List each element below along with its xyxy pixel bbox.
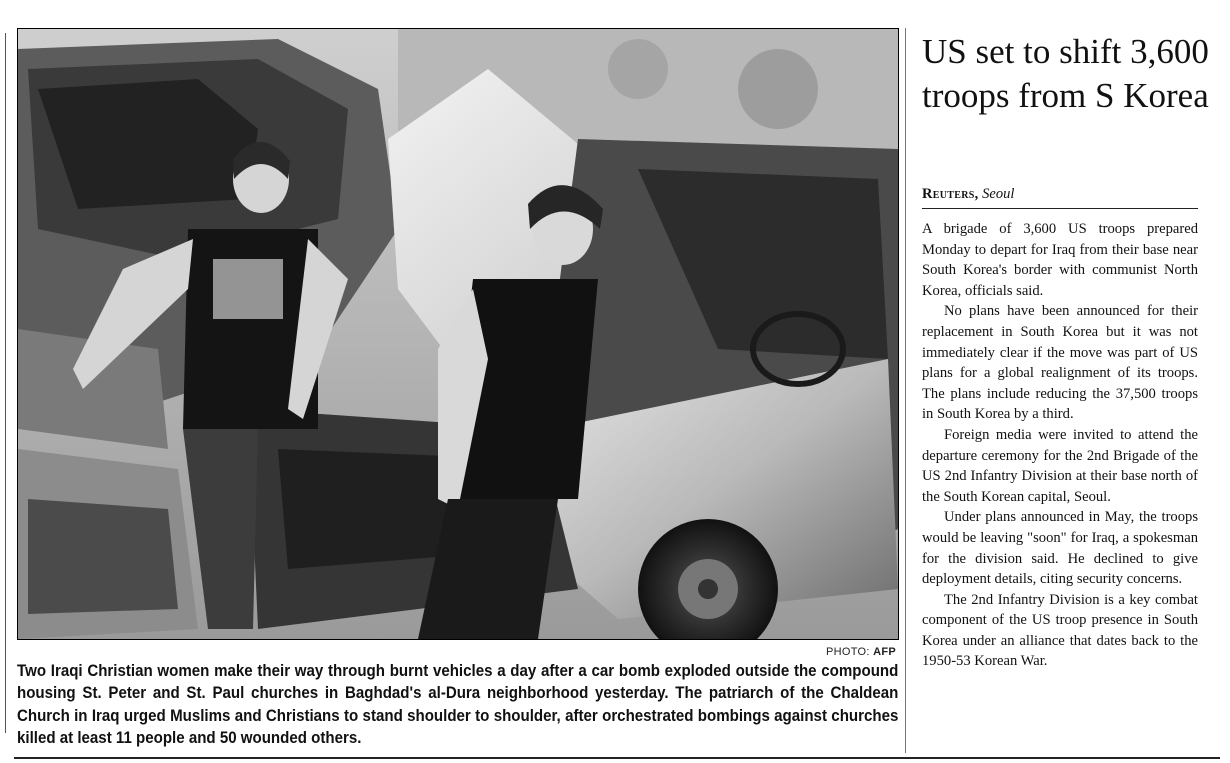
paragraph: The 2nd Infantry Division is a key combat component of the US troop presence in South Korea under an alliance that dates back to the 1950-53 Korean War.	[922, 591, 1198, 670]
headline: US set to shift 3,600 troops from S Korea	[922, 32, 1209, 115]
photo-caption: Two Iraqi Christian women make their way through burnt vehicles a day after a car bomb exploded outside the compound housing St. Peter and St. Paul churches in Baghdad's al-Dura neighborhood yesterday. The patriarch of the Chaldean Church in Iraq urged Muslims and Christians to stand shoulder to shoulder, after orchestrated bombings against churches killed at least 11 people and 50 wounded others.	[17, 662, 899, 747]
column-divider	[905, 28, 906, 753]
news-photo	[17, 28, 899, 640]
byline-agency: Reuters,	[922, 186, 979, 202]
credit-label: PHOTO:	[825, 646, 870, 658]
byline	[922, 186, 1198, 209]
paragraph: Under plans announced in May, the troops would be leaving "soon" for Iraq, a spokesman for the division said. He declined to give deployment details, citing security concerns.	[922, 509, 1198, 588]
byline-location: Seoul	[982, 186, 1015, 202]
credit-agency: AFP	[873, 646, 896, 658]
photo-credit	[826, 646, 896, 658]
paragraph: Foreign media were invited to attend the departure ceremony for the 2nd Brigade of the US 2nd Infantry Division at their base north of the South Korean capital, Seoul.	[922, 426, 1198, 505]
bottom-rule	[14, 757, 1220, 759]
article-body	[922, 219, 1198, 672]
left-column-rule	[5, 33, 6, 733]
paragraph: No plans have been announced for their replacement in South Korea but it was not immediately clear if the move was part of US plans for a global realignment of its troops. The plans include reducing the 37,500 troops in South Korea by a third.	[922, 303, 1198, 423]
paragraph: A brigade of 3,600 US troops prepared Monday to depart for Iraq from their base near South Korea's border with communist North Korea, officials said.	[922, 221, 1198, 299]
